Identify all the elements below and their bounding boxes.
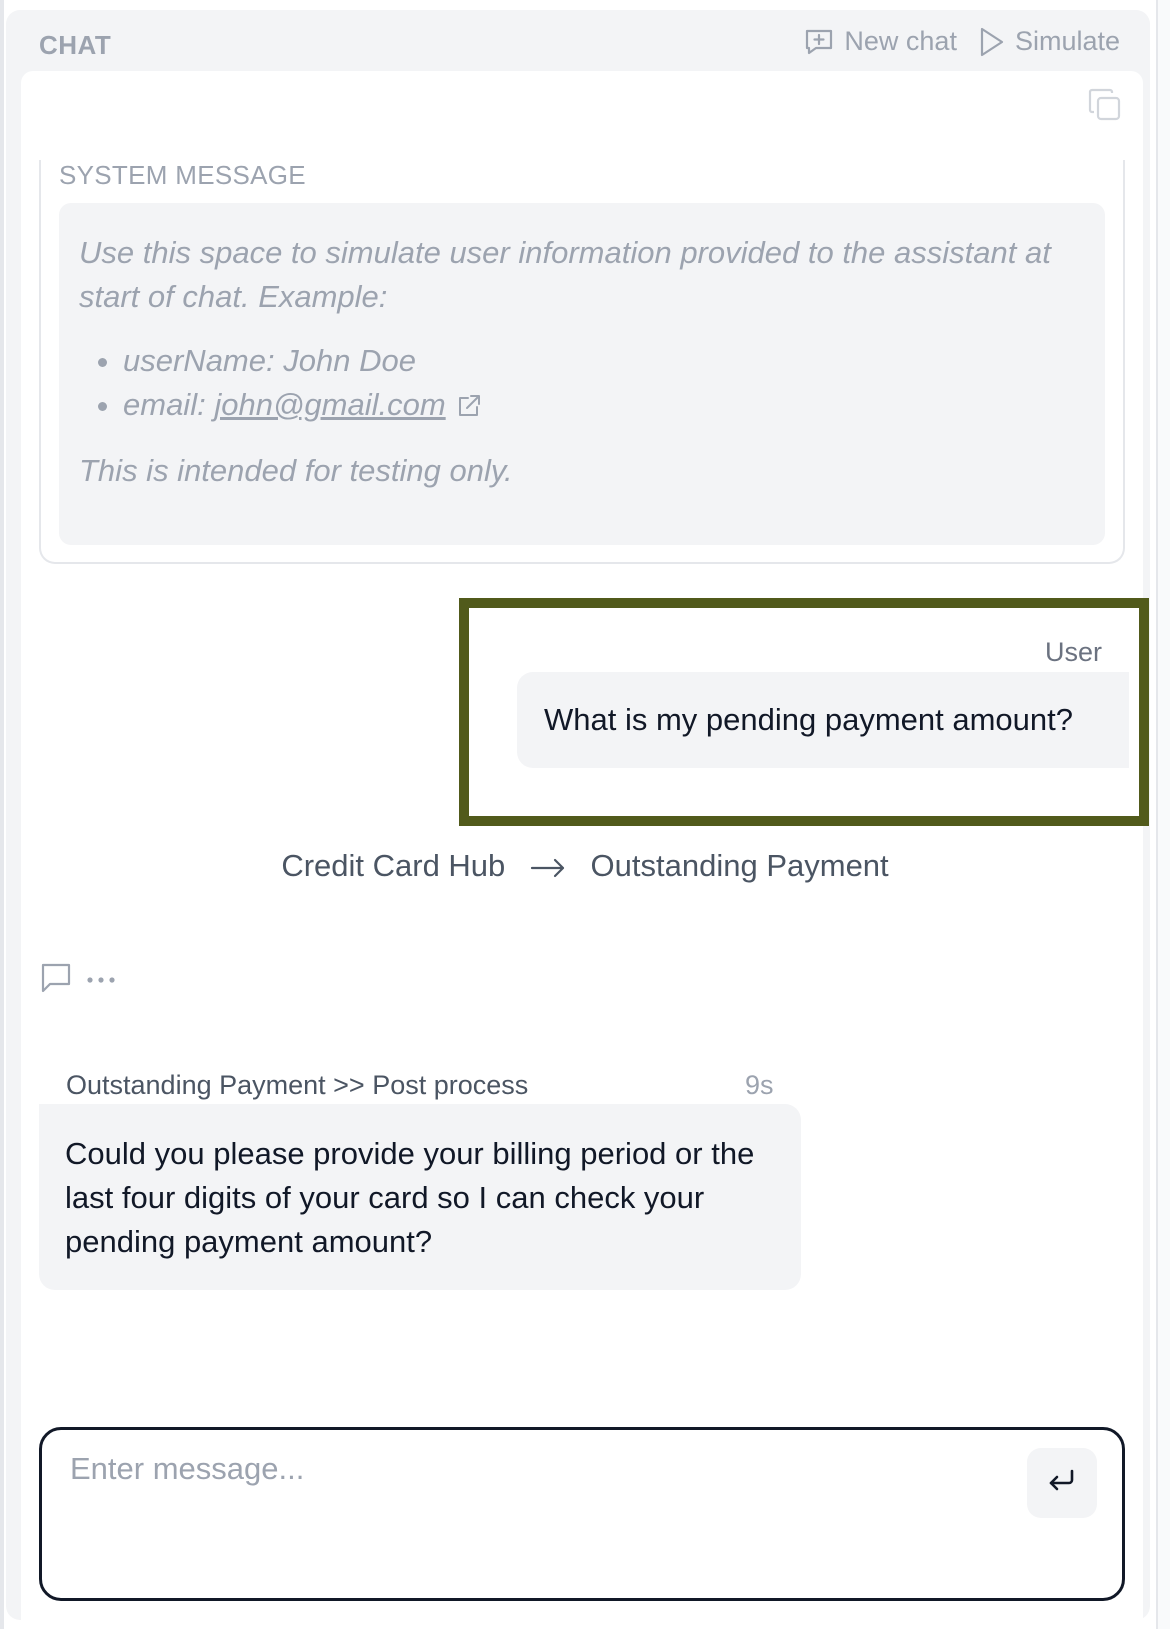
new-chat-label: New chat bbox=[844, 26, 957, 56]
assistant-message-bubble bbox=[39, 1104, 801, 1290]
more-icon[interactable] bbox=[86, 972, 116, 990]
comment-icon[interactable] bbox=[40, 962, 72, 999]
play-icon bbox=[979, 27, 1005, 57]
simulate-button[interactable] bbox=[979, 26, 1120, 57]
user-message-text: What is my pending payment amount? bbox=[544, 702, 1073, 737]
route-breadcrumb bbox=[0, 846, 1170, 884]
assistant-meta: Outstanding Payment >> Post process bbox=[66, 1070, 529, 1100]
assistant-message-text: Could you please provide your billing period or the last four digits of your card so I can check your pending payment amount? bbox=[65, 1136, 755, 1259]
assistant-time: 9s bbox=[745, 1070, 774, 1100]
enter-icon bbox=[1047, 1468, 1077, 1499]
header-actions bbox=[804, 26, 1120, 57]
email-link[interactable]: john@gmail.com bbox=[214, 387, 446, 422]
system-message-list bbox=[123, 339, 1085, 431]
simulate-label: Simulate bbox=[1014, 26, 1120, 56]
system-message-content[interactable] bbox=[59, 203, 1105, 545]
system-message-label: SYSTEM MESSAGE bbox=[59, 160, 306, 190]
route-to: Outstanding Payment bbox=[590, 847, 889, 883]
panel-scrollbar[interactable] bbox=[1156, 0, 1170, 1629]
list-item-key: email: bbox=[123, 387, 206, 422]
list-item-value: John Doe bbox=[283, 343, 416, 378]
new-chat-button[interactable] bbox=[804, 26, 957, 57]
user-sender-label: User bbox=[1044, 637, 1102, 667]
system-message-footer: This is intended for testing only. bbox=[79, 453, 513, 488]
message-composer[interactable] bbox=[39, 1427, 1125, 1601]
panel-left-border bbox=[0, 0, 4, 1629]
copy-icon[interactable] bbox=[1088, 88, 1122, 127]
user-message-bubble bbox=[517, 672, 1129, 768]
panel-title: CHAT bbox=[39, 30, 112, 60]
route-from: Credit Card Hub bbox=[281, 847, 506, 883]
list-item bbox=[123, 383, 1085, 431]
external-link-icon[interactable] bbox=[456, 387, 482, 431]
list-item-key: userName: bbox=[123, 343, 275, 378]
arrow-right-icon bbox=[514, 848, 582, 883]
message-input[interactable] bbox=[70, 1444, 970, 1494]
send-button[interactable] bbox=[1027, 1448, 1097, 1518]
system-message-intro: Use this space to simulate user information provided to the assistant at start of chat. Example: bbox=[79, 235, 1051, 314]
new-chat-icon bbox=[804, 27, 834, 57]
list-item bbox=[123, 339, 1085, 383]
assistant-actions bbox=[40, 962, 116, 999]
